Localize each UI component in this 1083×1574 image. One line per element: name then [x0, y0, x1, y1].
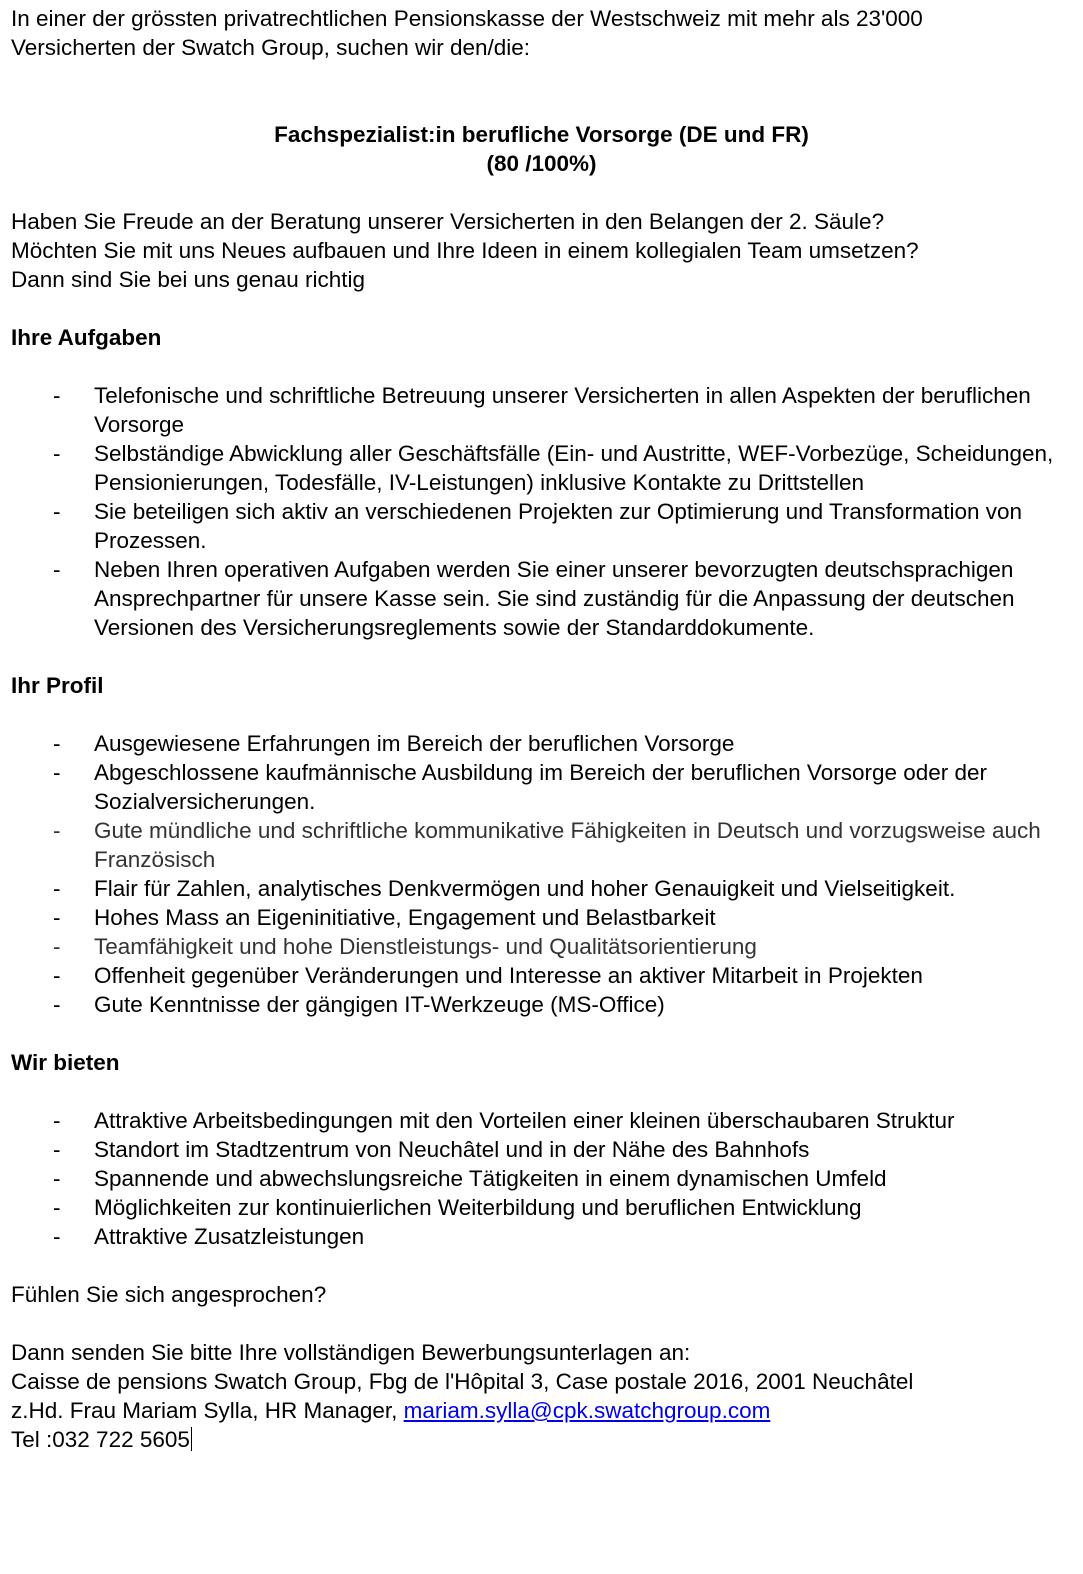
list-item-text: Gute mündliche und schriftliche kommunikative Fähigkeiten in Deutsch und vorzugsweise auch Französisch [94, 818, 1041, 872]
dash-bullet-icon: - [53, 934, 61, 959]
dash-bullet-icon: - [53, 1166, 61, 1191]
list-item-text: Selbständige Abwicklung aller Geschäftsfälle (Ein- und Austritte, WEF-Vorbezüge, Scheidungen, Pensionierungen, Todesfälle, IV-Leistungen) inklusive Kontakte zu Drittstellen [94, 441, 1054, 495]
list-item [11, 555, 1083, 642]
list-item [11, 1193, 1083, 1222]
list-item-text: Sie beteiligen sich aktiv an verschiedenen Projekten zur Optimierung und Transformation von Prozessen. [94, 499, 1023, 553]
list-item [11, 874, 1083, 903]
list-item-text: Flair für Zahlen, analytisches Denkvermögen und hoher Genauigkeit und Vielseitigkeit. [94, 876, 956, 901]
spacer [11, 352, 1083, 381]
list-item [11, 1135, 1083, 1164]
job-title-line-1: Fachspezialist:in berufliche Vorsorge (DE und FR) [274, 122, 809, 147]
spacer [11, 1019, 1083, 1048]
list-item [11, 497, 1083, 555]
dash-bullet-icon: - [53, 557, 61, 582]
text-cursor [191, 1427, 192, 1451]
teaser-line-2: Möchten Sie mit uns Neues aufbauen und Ihre Ideen in einem kollegialen Team umsetzen? [11, 238, 919, 263]
dash-bullet-icon: - [53, 963, 61, 988]
spacer [11, 1309, 1083, 1338]
list-item-text: Abgeschlossene kaufmännische Ausbildung im Bereich der beruflichen Vorsorge oder der Sozialversicherungen. [94, 760, 988, 814]
spacer [11, 178, 1083, 207]
list-item-text: Neben Ihren operativen Aufgaben werden Sie einer unserer bevorzugten deutschsprachigen Ansprechpartner für unsere Kasse sein. Sie sind zuständig für die Anpassung der deutschen Versionen des Versicherungsreglements sowie der Standarddokumente. [94, 557, 1015, 640]
job-title-line-2: (80 /100%) [486, 151, 597, 176]
dash-bullet-icon: - [53, 441, 61, 466]
dash-bullet-icon: - [53, 1137, 61, 1162]
list-item [11, 729, 1083, 758]
profil-list [11, 729, 1083, 1019]
dash-bullet-icon: - [53, 876, 61, 901]
list-item [11, 1222, 1083, 1251]
section-heading-aufgaben: Ihre Aufgaben [11, 325, 162, 350]
list-item-text: Gute Kenntnisse der gängigen IT-Werkzeuge (MS-Office) [94, 992, 665, 1017]
list-item [11, 439, 1083, 497]
contact-line [11, 1396, 1083, 1425]
list-item [11, 961, 1083, 990]
dash-bullet-icon: - [53, 499, 61, 524]
email-link[interactable]: mariam.sylla@cpk.swatchgroup.com [403, 1398, 771, 1423]
spacer [11, 642, 1083, 671]
phone-number: Tel :032 722 5605 [11, 1427, 190, 1452]
teaser-line-3: Dann sind Sie bei uns genau richtig [11, 267, 365, 292]
intro-line-2: Versicherten der Swatch Group, suchen wir den/die: [11, 35, 531, 60]
job-title [11, 120, 1083, 178]
aufgaben-list [11, 381, 1083, 642]
list-item [11, 1106, 1083, 1135]
list-item-text: Attraktive Arbeitsbedingungen mit den Vorteilen einer kleinen überschaubaren Struktur [94, 1108, 955, 1133]
list-item-text: Attraktive Zusatzleistungen [94, 1224, 365, 1249]
list-item-text: Teamfähigkeit und hohe Dienstleistungs- und Qualitätsorientierung [94, 934, 757, 959]
spacer [11, 1077, 1083, 1106]
dash-bullet-icon: - [53, 731, 61, 756]
spacer [11, 1251, 1083, 1280]
list-item-text: Möglichkeiten zur kontinuierlichen Weiterbildung und beruflichen Entwicklung [94, 1195, 862, 1220]
section-heading-bieten: Wir bieten [11, 1050, 120, 1075]
list-item-text: Offenheit gegenüber Veränderungen und Interesse an aktiver Mitarbeit in Projekten [94, 963, 923, 988]
postal-address: Caisse de pensions Swatch Group, Fbg de l'Hôpital 3, Case postale 2016, 2001 Neuchâtel [11, 1369, 914, 1394]
dash-bullet-icon: - [53, 818, 61, 843]
spacer [11, 91, 1083, 120]
contact-person: z.Hd. Frau Mariam Sylla, HR Manager, [11, 1398, 404, 1423]
list-item-text: Ausgewiesene Erfahrungen im Bereich der beruflichen Vorsorge [94, 731, 735, 756]
list-item [11, 1164, 1083, 1193]
bieten-list [11, 1106, 1083, 1251]
dash-bullet-icon: - [53, 1195, 61, 1220]
list-item-text: Telefonische und schriftliche Betreuung unserer Versicherten in allen Aspekten der beruflichen Vorsorge [94, 383, 1031, 437]
list-item-text: Hohes Mass an Eigeninitiative, Engagement und Belastbarkeit [94, 905, 716, 930]
closing-instruction: Dann senden Sie bitte Ihre vollständigen Bewerbungsunterlagen an: [11, 1340, 691, 1365]
list-item [11, 758, 1083, 816]
spacer [11, 294, 1083, 323]
closing-question: Fühlen Sie sich angesprochen? [11, 1282, 327, 1307]
list-item [11, 816, 1083, 874]
dash-bullet-icon: - [53, 905, 61, 930]
dash-bullet-icon: - [53, 992, 61, 1017]
phone-line [11, 1425, 1083, 1454]
dash-bullet-icon: - [53, 383, 61, 408]
dash-bullet-icon: - [53, 760, 61, 785]
teaser-line-1: Haben Sie Freude an der Beratung unserer Versicherten in den Belangen der 2. Säule? [11, 209, 885, 234]
list-item [11, 990, 1083, 1019]
section-heading-profil: Ihr Profil [11, 673, 104, 698]
list-item [11, 932, 1083, 961]
intro-line-1: In einer der grössten privatrechtlichen Pensionskasse der Westschweiz mit mehr als 23'000 [11, 6, 923, 31]
dash-bullet-icon: - [53, 1224, 61, 1249]
list-item-text: Spannende und abwechslungsreiche Tätigkeiten in einem dynamischen Umfeld [94, 1166, 887, 1191]
spacer [11, 62, 1083, 91]
list-item [11, 903, 1083, 932]
list-item-text: Standort im Stadtzentrum von Neuchâtel und in der Nähe des Bahnhofs [94, 1137, 810, 1162]
list-item [11, 381, 1083, 439]
spacer [11, 700, 1083, 729]
dash-bullet-icon: - [53, 1108, 61, 1133]
